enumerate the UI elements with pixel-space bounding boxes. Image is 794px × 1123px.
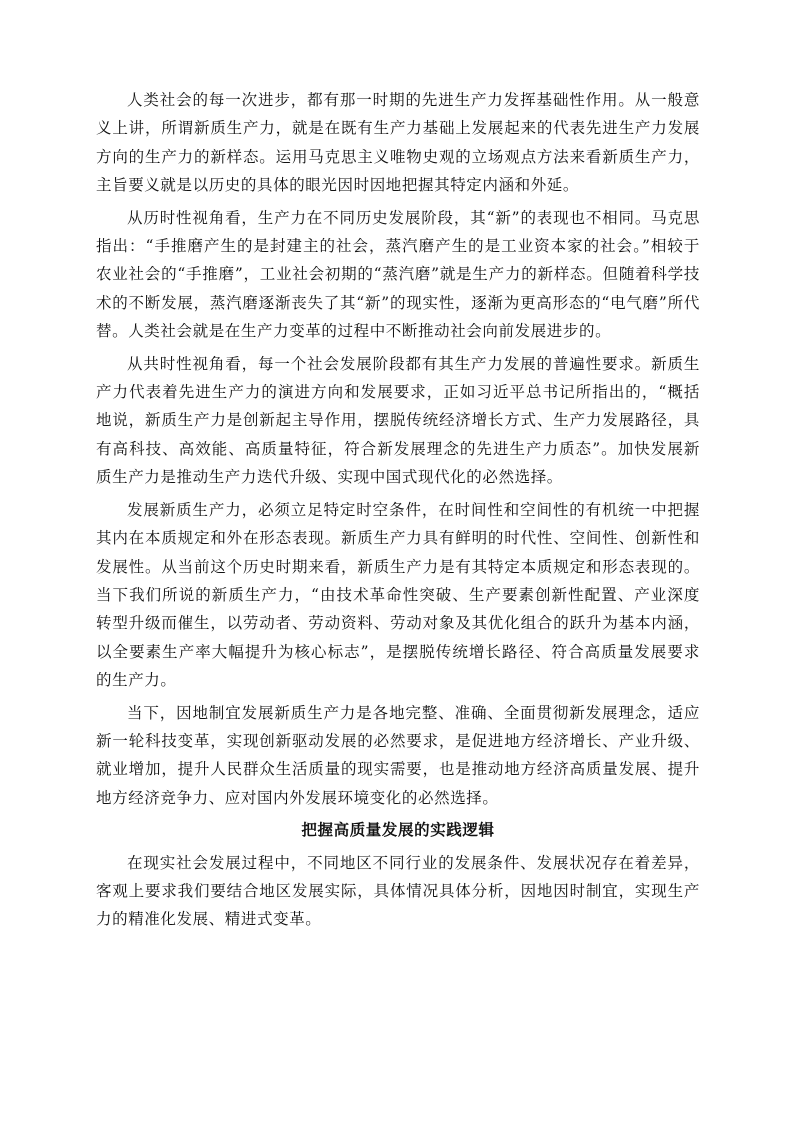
paragraph-6: 在现实社会发展过程中，不同地区不同行业的发展条件、发展状况存在着差异，客观上要求我们要结合地区发展实际，具体情况具体分析，因地因时制宜，实现生产力的精准化发展、精进式变革。: [96, 853, 700, 929]
paragraph-3: 从共时性视角看，每一个社会发展阶段都有其生产力发展的普遍性要求。新质生产力代表着先进生产力的演进方向和发展要求，正如习近平总书记所指出的，“概括地说，新质生产力是创新起主导作用，摆脱传统经济增长方式、生产力发展路径，具有高科技、高效能、高质量特征，符合新发展理念的先进生产力质态”。加快发展新质生产力是推动生产力迭代升级、实现中国式现代化的必然选择。: [96, 354, 700, 487]
paragraph-4: 发展新质生产力，必须立足特定时空条件，在时间性和空间性的有机统一中把握其内在本质规定和外在形态表现。新质生产力具有鲜明的时代性、空间性、创新性和发展性。从当前这个历史时期来看，新质生产力是有其特定本质规定和形态表现的。当下我们所说的新质生产力，“由技术革命性突破、生产要素创新性配置、产业深度转型升级而催生，以劳动者、劳动资料、劳动对象及其优化组合的跃升为基本内涵，以全要素生产率大幅提升为核心标志”，是摆脱传统增长路径、符合高质量发展要求的生产力。: [96, 500, 700, 690]
paragraph-2: 从历时性视角看，生产力在不同历史发展阶段，其“新”的表现也不相同。马克思指出：“手推磨产生的是封建主的社会，蒸汽磨产生的是工业资本家的社会。”相较于农业社会的“手推磨”，工业社会初期的“蒸汽磨”就是生产力的新样态。但随着科学技术的不断发展，蒸汽磨逐渐丧失了其“新”的现实性，逐渐为更高形态的“电气磨”所代替。人类社会就是在生产力变革的过程中不断推动社会向前发展进步的。: [96, 208, 700, 341]
paragraph-1: 人类社会的每一次进步，都有那一时期的先进生产力发挥基础性作用。从一般意义上讲，所谓新质生产力，就是在既有生产力基础上发展起来的代表先进生产力发展方向的生产力的新样态。运用马克思主义唯物史观的立场观点方法来看新质生产力，主旨要义就是以历史的具体的眼光因时因地把握其特定内涵和外延。: [96, 91, 700, 195]
document-page: [96, 86, 700, 938]
section-heading: 把握高质量发展的实践逻辑: [301, 820, 495, 840]
paragraph-5: 当下，因地制宜发展新质生产力是各地完整、准确、全面贯彻新发展理念，适应新一轮科技变革，实现创新驱动发展的必然要求，是促进地方经济增长、产业升级、就业增加，提升人民群众生活质量的现实需要，也是推动地方经济高质量发展、提升地方经济竞争力、应对国内外发展环境变化的必然选择。: [96, 703, 700, 807]
